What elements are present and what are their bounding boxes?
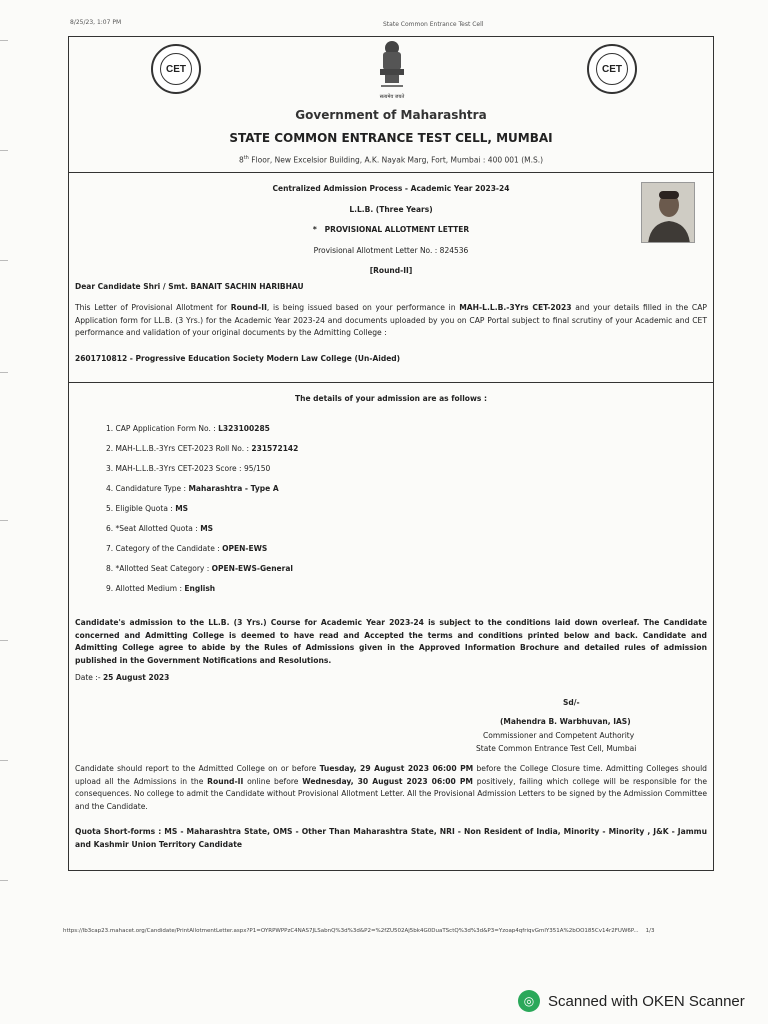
cet-logo-right-text: CET: [596, 53, 628, 85]
allotted-college: 2601710812 - Progressive Education Society Modern Law College (Un-Aided): [75, 354, 401, 363]
detail-item: 8. *Allotted Seat Category : OPEN-EWS-General: [106, 564, 293, 573]
conditions-paragraph: Candidate's admission to the LL.B. (3 Yrs.) Course for Academic Year 2023-24 is subject to the conditions laid down overleaf. The Candidate concerned and Admitting College is deemed to have read and Accepted the terms and conditions printed below and back. Candidate and Admitting College agree to abide by the Rules of Admissions given in the Approved Information Brochure and detailed rules of admission published in the Government Notifications and Resolutions.: [75, 618, 707, 665]
signatory-title: Commissioner and Competent Authority: [483, 731, 635, 740]
detail-item: 9. Allotted Medium : English: [106, 584, 216, 593]
scanner-label: Scanned with OKEN Scanner: [548, 992, 745, 1010]
reporting-instructions: Candidate should report to the Admitted College on or before Tuesday, 29 August 2023 06:00 PM before the College Closure time. Admitting Colleges should upload all the Admissions in the Round-II online before Wednesday, 30 August 2023 06:00 PM positively, failing which college will be responsible for the consequences. No college to admit the Candidate without Provisional Allotment Letter. All the Provisional Admission Letters to be signed by the Admission Committee and the Candidate.: [75, 764, 708, 811]
cap-title: Centralized Admission Process - Academic Year 2023-24: [272, 184, 510, 193]
oken-logo-icon: ◎: [518, 990, 540, 1012]
signature: Sd/-: [563, 698, 580, 707]
ashoka-emblem-icon: [375, 38, 409, 94]
intro-paragraph: This Letter of Provisional Allotment for Round-II, is being issued based on your performance in MAH-L.L.B.-3Yrs CET-2023 and your details filled in the CAP Application form for LL.B. (3 Yrs.) for the Academic Year 2023-24 and documents uploaded by you on CAP Portal subject to final scrutiny of your Academic and CET performance and validation of your original documents by the Admitting College :: [75, 303, 707, 337]
detail-item: 7. Category of the Candidate : OPEN-EWS: [106, 544, 268, 553]
organization-address: 8th Floor, New Excelsior Building, A.K. Nayak Marg, Fort, Mumbai : 400 001 (M.S.): [238, 155, 544, 165]
salutation: Dear Candidate Shri / Smt. BANAIT SACHIN HARIBHAU: [75, 282, 304, 291]
government-name: Government of Maharashtra: [295, 108, 487, 122]
detail-item: 3. MAH-L.L.B.-3Yrs CET-2023 Score : 95/150: [106, 464, 271, 473]
course-name: L.L.B. (Three Years): [349, 205, 433, 214]
quota-shortforms: Quota Short-forms : MS - Maharashtra State, OMS - Other Than Maharashtra State, NRI - Non Resident of India, Minority - Minority , J&K - Jammu and Kashmir Union Territory Candidate: [75, 827, 707, 849]
detail-item: 2. MAH-L.L.B.-3Yrs CET-2023 Roll No. : 231572142: [106, 444, 299, 453]
signatory-office: State Common Entrance Test Cell, Mumbai: [476, 744, 637, 753]
organization-name: STATE COMMON ENTRANCE TEST CELL, MUMBAI: [229, 131, 553, 145]
print-url: https://lb3cap23.mahacet.org/Candidate/PrintAllotmentLetter.aspx?P1=OYRPWPPzC4NAS7JLSabnQ%3d%3d&P2=%2fZU502Aj5bk4G0DuaTSctQ%3d%3d&P3=Yzoap4qfriqvGmlY351A%2bOO185Cv14r2FUW6P... 1/3: [63, 928, 655, 934]
detail-item: 1. CAP Application Form No. : L323100285: [106, 424, 270, 433]
details-heading: The details of your admission are as follows :: [295, 394, 487, 403]
letter-number: Provisional Allotment Letter No. : 824536: [313, 246, 469, 255]
detail-item: 5. Eligible Quota : MS: [106, 504, 189, 513]
detail-item: 6. *Seat Allotted Quota : MS: [106, 524, 214, 533]
print-datetime: 8/25/23, 1:07 PM: [70, 19, 122, 26]
binding-marks: [0, 0, 10, 1024]
cet-logo-left-text: CET: [160, 53, 192, 85]
header-divider: [68, 172, 714, 173]
signatory-name: (Mahendra B. Warbhuvan, IAS): [500, 717, 631, 726]
candidate-portrait-icon: [642, 183, 695, 243]
details-divider: [68, 382, 714, 383]
print-page-title: State Common Entrance Test Cell: [383, 21, 484, 28]
letter-date: Date :- 25 August 2023: [75, 673, 170, 682]
cet-logo-left: [151, 44, 201, 94]
cet-logo-right: [587, 44, 637, 94]
state-emblem: [368, 38, 416, 108]
round-label: [Round-II]: [369, 266, 413, 275]
detail-item: 4. Candidature Type : Maharashtra - Type A: [106, 484, 279, 493]
candidate-photo: [641, 182, 695, 243]
emblem-motto: सत्यमेव जयते: [379, 94, 405, 100]
letter-type: * PROVISIONAL ALLOTMENT LETTER: [312, 225, 470, 234]
scanner-watermark: [518, 990, 745, 1012]
